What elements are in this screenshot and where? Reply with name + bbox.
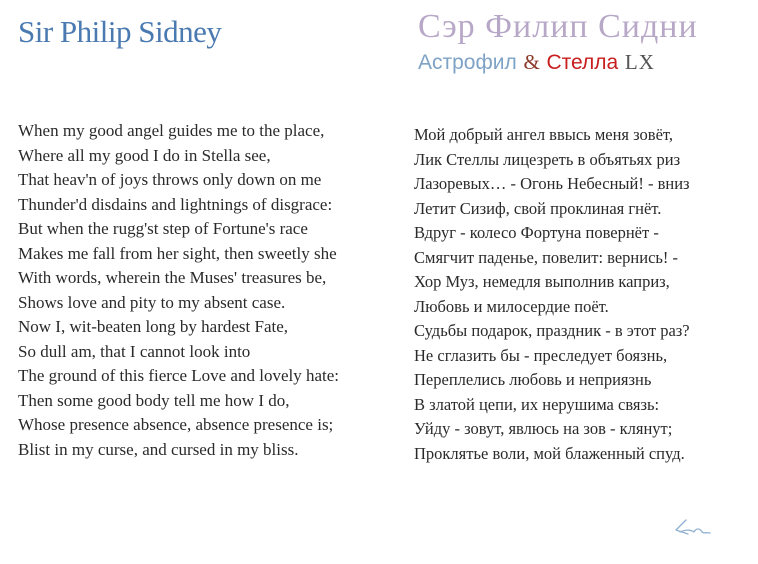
poem-line: Не сглазить бы - преследует боязнь, <box>414 345 668 365</box>
poem-line: But when the rugg'st step of Fortune's race <box>18 219 308 238</box>
poem-line: Where all my good I do in Stella see, <box>18 145 271 165</box>
poem-line: With words, wherein the Muses' treasures be, <box>18 268 327 287</box>
subtitle-stella: Стелла <box>546 51 619 74</box>
poem-line: Shows love and pity to my absent case. <box>18 292 286 312</box>
poem-line: Летит Сизиф, свой проклиная гнёт. <box>414 198 662 218</box>
poem-line: That heav'n of joys throws only down on me <box>18 170 322 189</box>
poem-line: Whose presence absence, absence presence is; <box>18 415 334 434</box>
poem-line: Мой добрый ангел ввысь меня зовёт, <box>414 125 674 144</box>
poem-line: Лазоревых… - Огонь Небесный! - вниз <box>414 174 690 193</box>
title-english: Sir Philip Sidney <box>18 14 222 49</box>
subtitle-numeral: LX <box>624 50 655 74</box>
poem-line: When my good angel guides me to the place, <box>18 121 325 140</box>
poem-english <box>18 119 339 462</box>
poem-line: Судьбы подарок, праздник - в этот раз? <box>414 321 690 340</box>
poem-line: Проклятье воли, мой блаженный спуд. <box>414 443 685 463</box>
subtitle-ampersand: & <box>523 50 540 74</box>
signature-icon <box>672 516 716 540</box>
poem-line: So dull am, that I cannot look into <box>18 341 251 361</box>
poem-line: Лик Стеллы лицезреть в объятьях риз <box>414 149 681 169</box>
poem-line: The ground of this fierce Love and lovely hate: <box>18 366 339 385</box>
poem-line: Blist in my curse, and cursed in my bliss. <box>18 439 299 459</box>
poem-russian <box>414 123 690 466</box>
poem-line: Смягчит паденье, повелит: вернись! - <box>414 247 679 267</box>
subtitle <box>418 50 655 75</box>
poem-line: Thunder'd disdains and lightnings of disgrace: <box>18 194 333 214</box>
poem-line: В златой цепи, их нерушима связь: <box>414 394 660 414</box>
poem-line: Now I, wit-beaten long by hardest Fate, <box>18 317 289 336</box>
poem-line: Любовь и милосердие поёт. <box>414 296 609 316</box>
poem-line: Then some good body tell me how I do, <box>18 390 290 410</box>
poem-line: Makes me fall from her sight, then sweetly she <box>18 243 337 263</box>
title-russian: Сэр Филип Сидни <box>418 8 698 45</box>
poem-line: Переплелись любовь и неприязнь <box>414 370 652 389</box>
poem-line: Вдруг - колесо Фортуна повернёт - <box>414 223 659 242</box>
poem-line: Хор Муз, немедля выполнив каприз, <box>414 272 670 291</box>
subtitle-astrophil: Астрофил <box>418 51 517 74</box>
poem-line: Уйду - зовут, явлюсь на зов - клянут; <box>414 419 673 438</box>
